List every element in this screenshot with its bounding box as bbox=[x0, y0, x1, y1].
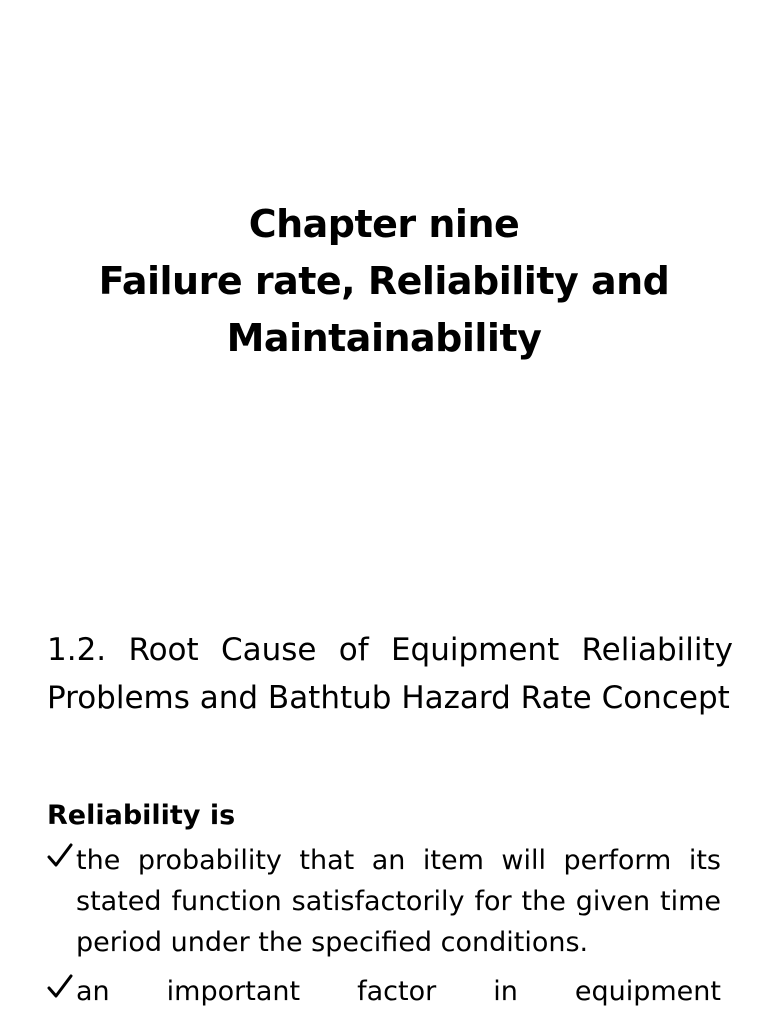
section-heading-line-2: Problems and Bathtub Hazard Rate Concept bbox=[47, 680, 730, 716]
section-heading bbox=[47, 626, 733, 722]
check-icon bbox=[47, 840, 73, 881]
page-title bbox=[0, 196, 768, 367]
list-item bbox=[47, 840, 721, 963]
title-line-1: Chapter nine bbox=[248, 202, 520, 246]
title-line-2: Failure rate, Reliability and bbox=[98, 259, 670, 303]
bullet-text: the probability that an item will perform its stated function satisfactorily for the given time period under the specified conditions. bbox=[76, 845, 721, 958]
section-heading-line-1: 1.2. Root Cause of Equipment Reliability bbox=[47, 632, 733, 668]
definition-label: Reliability is bbox=[47, 800, 236, 831]
list-item bbox=[47, 971, 721, 1012]
bullet-list bbox=[47, 840, 721, 1020]
check-icon bbox=[47, 971, 73, 1012]
bullet-text: an important factor in equipment bbox=[76, 976, 721, 1007]
title-line-3: Maintainability bbox=[226, 316, 542, 360]
